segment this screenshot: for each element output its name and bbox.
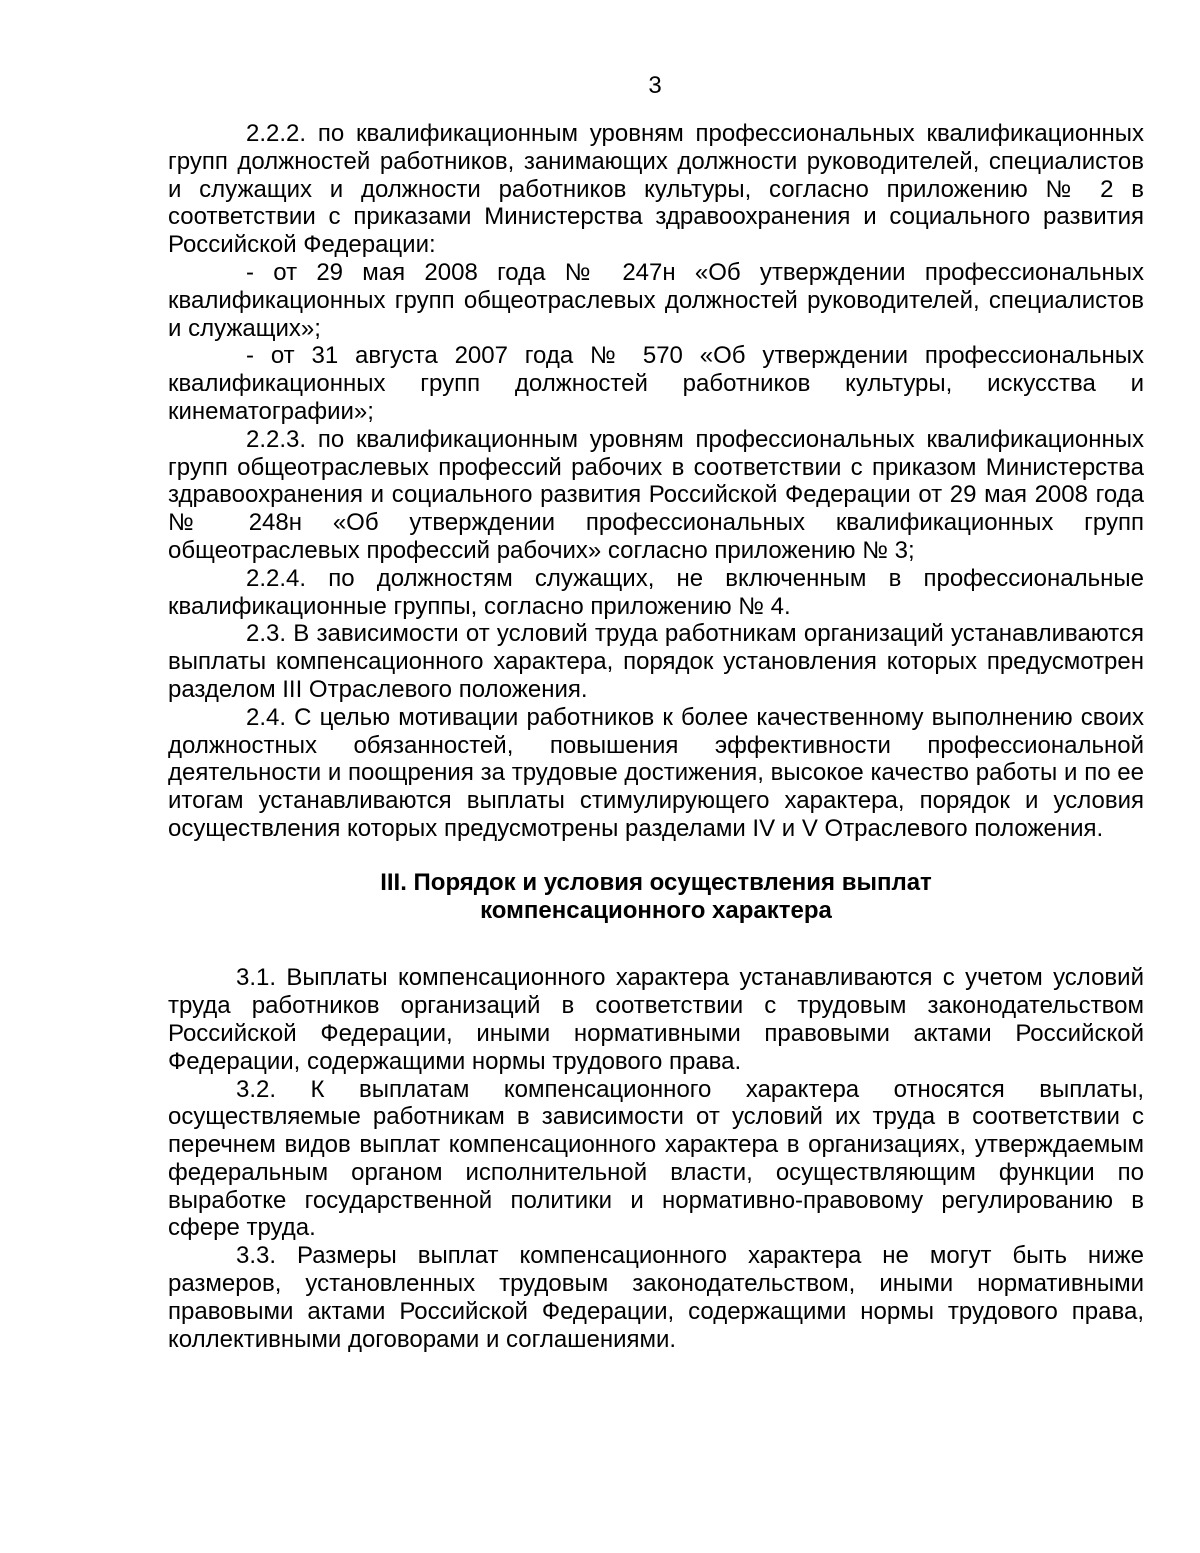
- document-body: [168, 120, 1144, 1353]
- paragraph-order-247n: - от 29 мая 2008 года № 247н «Об утверждении профессиональных квалификационных групп общеотраслевых должностей руководителей, специалистов и служащих»;: [168, 258, 1144, 342]
- paragraph-3-2: 3.2. К выплатам компенсационного характера относятся выплаты, осуществляемые работникам в зависимости от условий их труда в соответствии с перечнем видов выплат компенсационного характера в организациях, утверждаемым федеральным органом исполнительной власти, осуществляющим функции по выработке государственной политики и нормативно-правовому регулированию в сфере труда.: [168, 1075, 1144, 1242]
- paragraph-2-2-2: 2.2.2. по квалификационным уровням профессиональных квалификационных групп должностей работников, занимающих должности руководителей, специалистов и служащих и должности работников культуры, согласно приложению № 2 в соответствии с приказами Министерства здравоохранения и социального развития Российской Федерации:: [168, 120, 1144, 259]
- paragraph-3-1: 3.1. Выплаты компенсационного характера устанавливаются с учетом условий труда работников организаций в соответствии с трудовым законодательством Российской Федерации, иными нормативными правовыми актами Российской Федерации, содержащими нормы трудового права.: [168, 964, 1144, 1075]
- paragraph-2-2-3: 2.2.3. по квалификационным уровням профессиональных квалификационных групп общеотраслевых профессий рабочих в соответствии с приказом Министерства здравоохранения и социального развития Российской Федерации от 29 мая 2008 года № 248н «Об утверждении профессиональных квалификационных групп общеотраслевых профессий рабочих» согласно приложению № 3;: [168, 425, 1144, 564]
- paragraph-order-570: - от 31 августа 2007 года № 570 «Об утверждении профессиональных квалификационных групп должностей работников культуры, искусства и кинематографии»;: [168, 342, 1144, 425]
- paragraph-2-4: 2.4. С целью мотивации работников к более качественному выполнению своих должностных обязанностей, повышения эффективности профессиональной деятельности и поощрения за трудовые достижения, высокое качество работы и по ее итогам устанавливаются выплаты стимулирующего характера, порядок и условия осуществления которых предусмотрены разделами IV и V Отраслевого положения.: [168, 703, 1144, 842]
- section-3-heading-line1: III. Порядок и условия осуществления выплат: [380, 868, 932, 896]
- section-3-heading-line2: компенсационного характера: [480, 896, 832, 924]
- paragraph-2-2-4: 2.2.4. по должностям служащих, не включенным в профессиональные квалификационные группы, согласно приложению № 4.: [168, 564, 1144, 620]
- paragraph-3-3: 3.3. Размеры выплат компенсационного характера не могут быть ниже размеров, установленных трудовым законодательством, иными нормативными правовыми актами Российской Федерации, содержащими нормы трудового права, коллективными договорами и соглашениями.: [168, 1242, 1144, 1353]
- paragraph-2-3: 2.3. В зависимости от условий труда работникам организаций устанавливаются выплаты компенсационного характера, порядок установления которых предусмотрен разделом III Отраслевого положения.: [168, 620, 1144, 703]
- page-number: 3: [648, 72, 662, 99]
- section-3-heading: [168, 869, 1144, 925]
